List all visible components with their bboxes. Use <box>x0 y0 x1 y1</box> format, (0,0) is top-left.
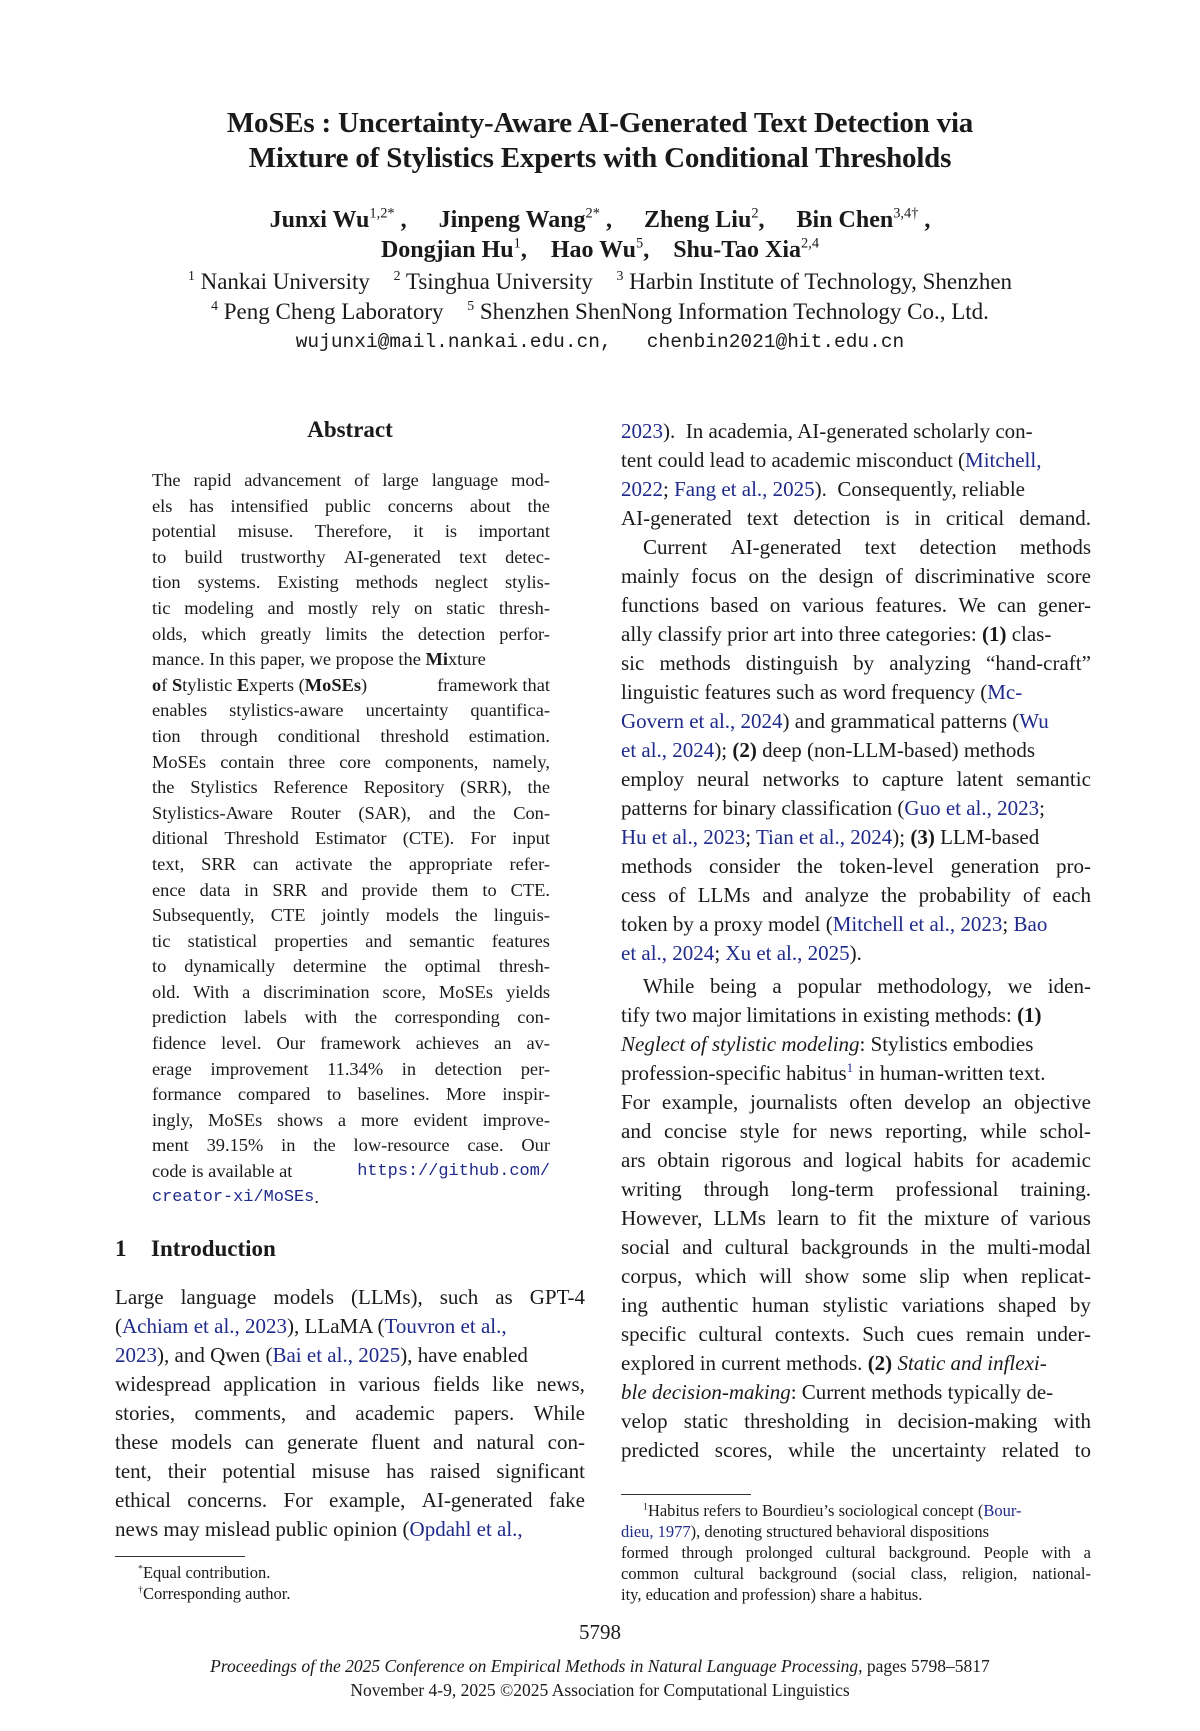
email-address[interactable]: wujunxi@mail.nankai.edu.cn, <box>295 331 612 353</box>
body-line: tent could lead to academic misconduct (Mitchell, <box>621 448 1042 472</box>
intro-line: news may mislead public opinion (Opdahl et al., <box>115 1517 523 1541</box>
abstract-line: The rapid advancement of large language mod- <box>152 470 550 490</box>
body-line: et al., 2024; Xu et al., 2025). <box>621 941 862 965</box>
intro-line: Large language models (LLMs), such as GPT-4 <box>115 1285 585 1309</box>
abstract-line: tic modeling and mostly rely on static thresh- <box>152 597 550 618</box>
abstract-line: olds, which greatly limits the detection perfor- <box>152 623 550 644</box>
abstract-line: MoSEs contain three core components, namely, <box>152 751 550 772</box>
abstract-line: formance compared to baselines. More inspir- <box>152 1084 550 1105</box>
abstract-line: erage improvement 11.34% in detection per- <box>152 1058 550 1079</box>
body-line: Current AI-generated text detection methods <box>643 535 1091 559</box>
abstract-line: Stylistics-Aware Router (SAR), and the Con- <box>152 802 550 823</box>
affiliation: Peng Cheng Laboratory <box>223 299 444 324</box>
author-affil-mark: 1 <box>513 235 521 252</box>
abstract-line: tic statistical properties and semantic features <box>152 930 550 951</box>
abstract-line: creator-xi/MoSEs . <box>152 1185 550 1211</box>
author-name: Jinpeng Wang <box>438 207 586 233</box>
body-line: predicted scores, while the uncertainty related to <box>621 1438 1091 1462</box>
body-line: ars obtain rigorous and logical habits for academic <box>621 1148 1091 1172</box>
citation[interactable]: Hu et al., 2023 <box>621 825 746 849</box>
code-link[interactable]: creator-xi/MoSEs <box>152 1187 315 1207</box>
author-name: Zheng Liu <box>643 207 752 233</box>
author-name: Dongjian Hu <box>380 237 514 263</box>
author-affil-mark: 3,4† <box>893 205 919 222</box>
body-line: et al., 2024); (2) deep (non-LLM-based) methods <box>621 738 1036 762</box>
affiliation: Tsinghua University <box>405 269 593 294</box>
body-line: sic methods distinguish by analyzing “hand-craft” <box>621 651 1091 675</box>
citation[interactable]: 2022 <box>621 477 663 501</box>
footnote: †Corresponding author. <box>138 1584 291 1603</box>
abstract-line: text, SRR can activate the appropriate refer- <box>152 853 550 874</box>
body-line: AI-generated text detection is in critical demand. <box>621 506 1091 530</box>
affil-number: 1 <box>187 268 195 284</box>
abstract-line: the Stylistics Reference Repository (SRR), the <box>152 777 550 798</box>
body-line: token by a proxy model (Mitchell et al., 2023; Bao <box>621 912 1048 936</box>
body-line: 2023). In academia, AI-generated scholarly con- <box>621 419 1033 443</box>
body-line: patterns for binary classification (Guo et al., 2023; <box>621 796 1045 820</box>
affil-number: 2 <box>393 268 401 284</box>
page-number: 5798 <box>579 1620 621 1644</box>
body-line: methods consider the token-level generation pro- <box>621 854 1091 878</box>
body-line: ble decision-making: Current methods typically de- <box>621 1380 1054 1404</box>
intro-line: (Achiam et al., 2023), LLaMA (Touvron et al., <box>115 1314 507 1338</box>
body-line: functions based on various features. We can gener- <box>621 593 1091 617</box>
code-link[interactable]: https://github.com/ <box>357 1162 550 1182</box>
abstract-line: code is available at https://github.com/ <box>152 1159 550 1185</box>
footnote: *Equal contribution. <box>138 1563 271 1582</box>
author-affil-mark: 2 <box>751 205 759 222</box>
abstract-line: ingly, MoSEs shows a more evident improve- <box>152 1109 550 1130</box>
intro-line: ethical concerns. For example, AI-generated fake <box>115 1488 585 1512</box>
citation[interactable]: Opdahl et al., <box>409 1517 523 1541</box>
body-line: 2022; Fang et al., 2025). Consequently, reliable <box>621 477 1025 501</box>
citation[interactable]: 2023 <box>621 419 663 443</box>
footnote-rule <box>621 1494 751 1495</box>
abstract-line: fidence level. Our framework achieves an av- <box>152 1033 550 1054</box>
author-emails <box>0 329 1200 355</box>
citation[interactable]: et al., 2024 <box>621 941 715 965</box>
intro-line: tent, their potential misuse has raised significant <box>115 1459 585 1483</box>
abstract-line: ence data in SRR and provide them to CTE. <box>152 879 550 900</box>
proceedings-pages: , pages 5798–5817 <box>858 1656 990 1676</box>
body-line: Govern et al., 2024) and grammatical patterns (Wu <box>621 709 1049 733</box>
citation[interactable]: Touvron et al., <box>384 1314 507 1338</box>
body-line: While being a popular methodology, we iden- <box>643 974 1091 998</box>
proceedings-footer <box>0 1654 1200 1702</box>
author-list: Junxi $Wu^{1,2*}$ , Jinpeng Wang$^{2*}$ , Zheng Liu$^2$, Bin Chen$^{3,4\dagger}$ , Dongjian Hu$^1$, Hao Wu$^5$, Shu-Tao Xia$^{2,4}$ <box>269 205 931 263</box>
citation[interactable]: Govern et al., 2024 <box>621 709 783 733</box>
author-name: Junxi Wu <box>269 207 370 233</box>
affil-number: 4 <box>211 298 218 314</box>
affiliation: Shenzhen ShenNong Information Technology Co., Ltd. <box>479 299 989 324</box>
intro-body <box>115 1283 585 1544</box>
body-line: Hu et al., 2023; Tian et al., 2024); (3) LLM-based <box>621 825 1040 849</box>
email-address[interactable]: chenbin2021@hit.edu.cn <box>646 331 905 353</box>
affiliation: Harbin Institute of Technology, Shenzhen <box>629 269 1013 294</box>
body-line: profession-specific habitus$^1$ in human-written text. <box>621 1060 1046 1085</box>
section-heading-introduction <box>115 1236 276 1262</box>
body-line: mainly focus on the design of discriminative score <box>621 564 1091 588</box>
section-number: 1 <box>115 1236 127 1261</box>
copyright-line: November 4-9, 2025 ©2025 Association for Computational Linguistics <box>350 1680 850 1700</box>
citation[interactable]: et al., 2024 <box>621 738 715 762</box>
body-line: employ neural networks to capture latent semantic <box>621 767 1091 791</box>
citation[interactable]: Bao <box>1013 912 1048 936</box>
intro-line: stories, comments, and academic papers. While <box>115 1401 585 1425</box>
footnotes-left <box>138 1562 291 1604</box>
abstract-line: Subsequently, CTE jointly models the linguis- <box>152 905 550 926</box>
citation[interactable]: Mitchell et al., 2023 <box>832 912 1003 936</box>
author-affil-mark: 2* <box>585 205 600 222</box>
abstract-line: potential misuse. Therefore, it is important <box>152 521 550 542</box>
affiliation: Nankai University <box>200 269 370 294</box>
author-name: Hao Wu <box>550 237 636 263</box>
proceedings-name: Proceedings of the 2025 Conference on Empirical Methods in Natural Language Processing <box>210 1656 859 1676</box>
abstract-line: prediction labels with the corresponding con- <box>152 1007 550 1028</box>
abstract-line: to build trustworthy AI-generated text detec- <box>152 546 550 567</box>
author-name: Bin Chen <box>796 207 894 233</box>
abstract-line: mance. In this paper, we propose the Mixture <box>152 649 486 670</box>
intro-line: widespread application in various fields like news, <box>115 1372 585 1396</box>
citation[interactable]: Xu et al., 2025 <box>725 941 850 965</box>
footnote-marker[interactable]: 1 <box>846 1060 853 1075</box>
body-line: ing authentic human stylistic variations shaped by <box>621 1293 1091 1317</box>
intro-line: 2023), and Qwen (Bai et al., 2025), have enabled <box>115 1343 528 1367</box>
author-affil-mark: 1,2* <box>369 205 395 222</box>
author-name: Shu-Tao Xia <box>673 237 802 263</box>
body-line: specific cultural contexts. Such cues remain under- <box>621 1322 1091 1346</box>
abstract-line: els has intensified public concerns about the <box>152 495 550 516</box>
body-line: However, LLMs learn to fit the mixture of various <box>621 1206 1091 1230</box>
citation[interactable]: dieu, 1977 <box>621 1522 691 1541</box>
title-line-1: MoSEs : Uncertainty-Aware AI-Generated Text Detection via <box>226 107 974 139</box>
footnote-rule <box>115 1556 245 1557</box>
body-line: tify two major limitations in existing methods: (1) <box>621 1003 1042 1027</box>
citation[interactable]: Tian et al., 2024 <box>755 825 893 849</box>
abstract-line: tion through conditional threshold estimation. <box>152 725 550 746</box>
body-line: Neglect of stylistic modeling: Stylistics embodies <box>621 1032 1034 1056</box>
citation[interactable]: Bai et al., 2025 <box>272 1343 401 1367</box>
citation[interactable]: Achiam et al., 2023 <box>122 1314 288 1338</box>
affil-number: 3 <box>616 268 624 284</box>
section-title: Introduction <box>151 1236 276 1261</box>
abstract-heading: Abstract <box>307 417 393 442</box>
affiliations <box>0 267 1200 327</box>
citation[interactable]: Mitchell, <box>965 448 1042 472</box>
citation[interactable]: Bour- <box>983 1501 1022 1520</box>
body-line: social and cultural backgrounds in the multi-modal <box>621 1235 1091 1259</box>
body-line: velop static thresholding in decision-making with <box>621 1409 1091 1433</box>
body-line: For example, journalists often develop an objective <box>621 1090 1091 1114</box>
abstract-line: old. With a discrimination score, MoSEs yields <box>152 981 550 1002</box>
body-line: writing through long-term professional training. <box>621 1177 1091 1201</box>
body-line: corpus, which will show some slip when replicat- <box>621 1264 1091 1288</box>
author-affil-mark: 5 <box>636 235 644 252</box>
abstract-line: tion systems. Existing methods neglect stylis- <box>152 572 550 593</box>
citation[interactable]: 2023 <box>115 1343 157 1367</box>
footnote-habitus: $^1$Habitus refers to Bourdieu’s sociological concept (Bour- dieu, 1977), denoting structured behavioral dispositions formed through prolonged cultural background. People with a common cultural background (social class, religion, national- ity, education and profession) share a habitus. <box>621 1501 1091 1604</box>
abstract-body <box>152 468 550 1210</box>
author-affil-mark: 2,4 <box>801 235 820 252</box>
body-line: ally classify prior art into three categories: (1) clas- <box>621 622 1052 646</box>
affil-number: 5 <box>467 298 475 314</box>
citation[interactable]: Mc- <box>987 680 1023 704</box>
abstract-line: to dynamically determine the optimal thresh- <box>152 956 550 977</box>
citation[interactable]: Wu <box>1019 709 1049 733</box>
paper-title <box>0 106 1200 176</box>
abstract-line: ment 39.15% in the low-resource case. Our <box>152 1135 550 1156</box>
body-line: linguistic features such as word frequency (Mc- <box>621 680 1023 704</box>
title-line-2: Mixture of Stylistics Experts with Conditional Thresholds <box>248 142 952 174</box>
body-line: explored in current methods. (2) Static and inflexi- <box>621 1351 1047 1375</box>
abstract-line: enables stylistics-aware uncertainty quantifica- <box>152 700 550 721</box>
abstract-line: ditional Threshold Estimator (CTE). For input <box>152 828 550 849</box>
body-line: and concise style for news reporting, while schol- <box>621 1119 1091 1143</box>
intro-line: these models can generate fluent and natural con- <box>115 1430 585 1454</box>
citation[interactable]: Guo et al., 2023 <box>904 796 1040 820</box>
citation[interactable]: Fang et al., 2025 <box>674 477 815 501</box>
right-column-body <box>621 417 1091 1465</box>
body-line: cess of LLMs and analyze the probability of each <box>621 883 1091 907</box>
abstract-line: of Stylistic Experts (MoSEs) framework that <box>152 674 550 695</box>
